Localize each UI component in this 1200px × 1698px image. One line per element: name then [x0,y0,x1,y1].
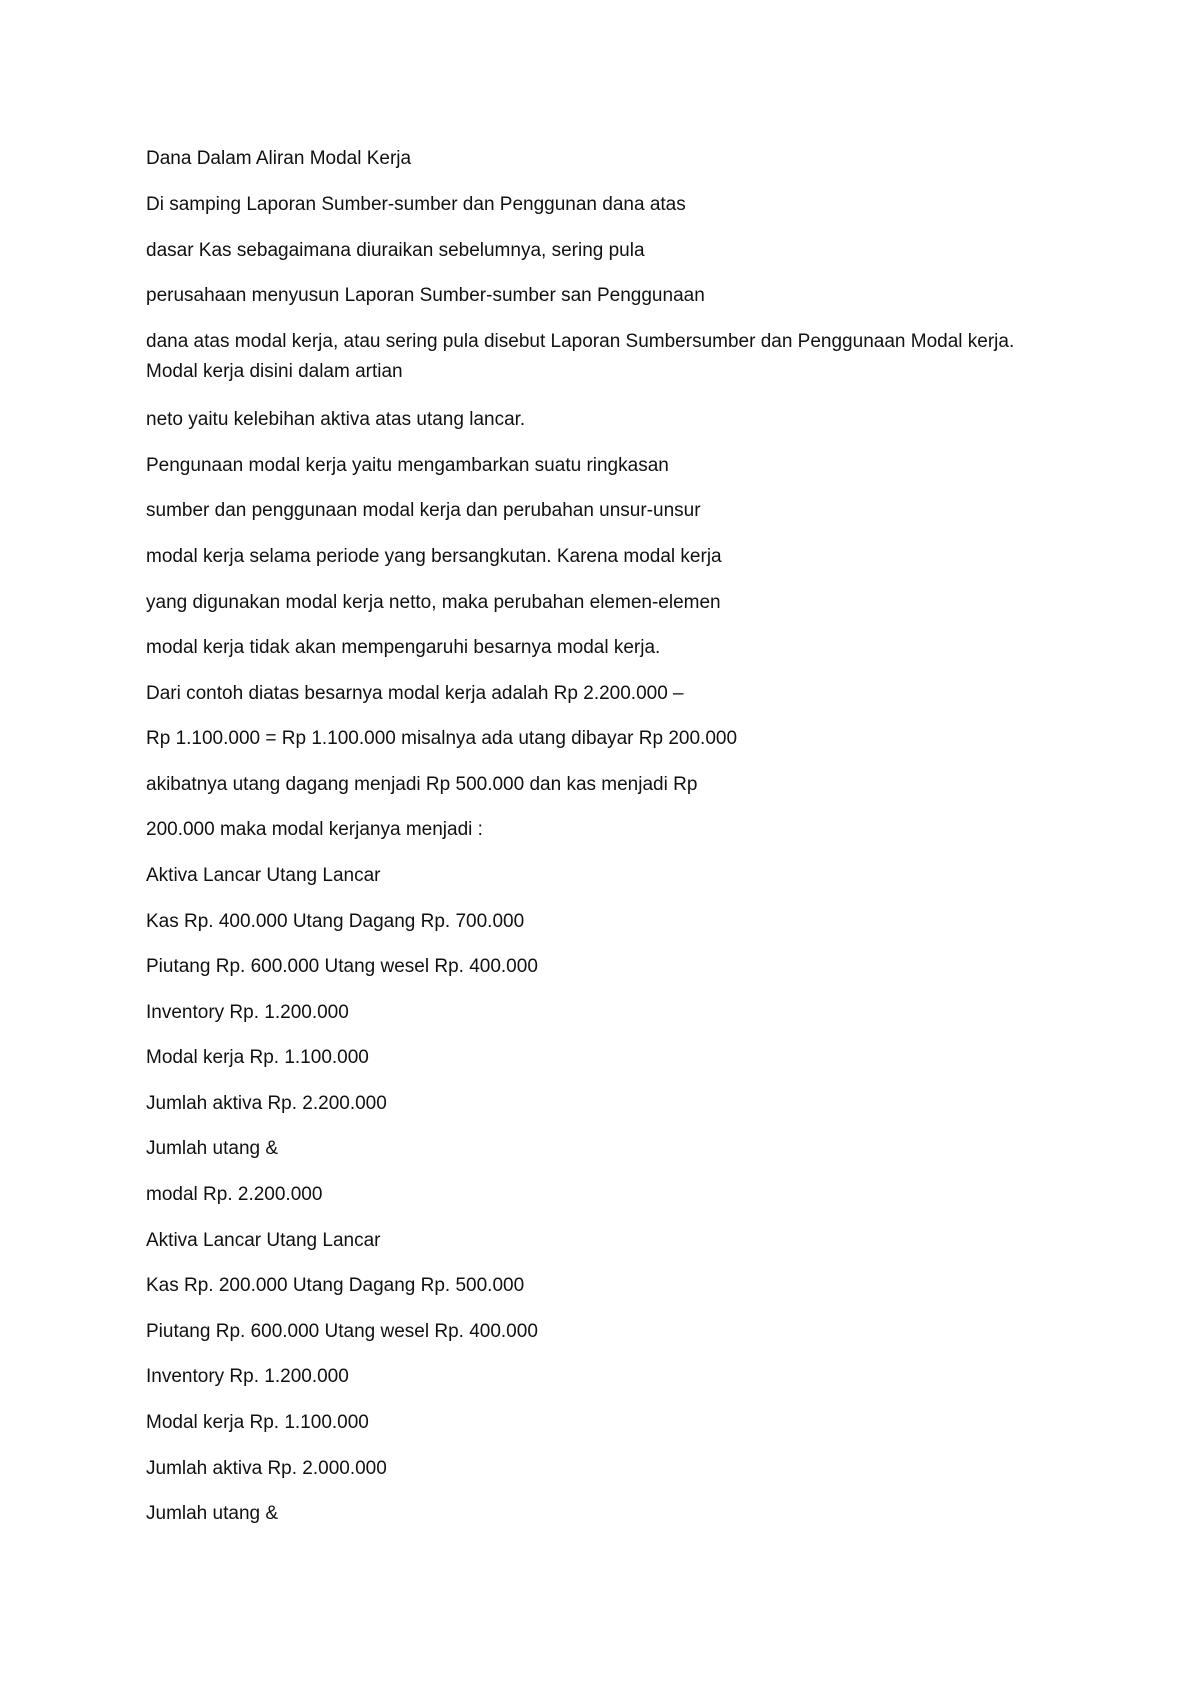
paragraph-line: Dari contoh diatas besarnya modal kerja adalah Rp 2.200.000 – [146,683,684,704]
table-line: Inventory Rp. 1.200.000 [146,1002,349,1023]
paragraph-line: yang digunakan modal kerja netto, maka perubahan elemen-elemen [146,592,721,613]
paragraph-line: dana atas modal kerja, atau sering pula disebut Laporan Sumbersumber dan Penggunaan Modal kerja. Modal kerja disini dalam artian [146,331,1015,382]
table-line: Modal kerja Rp. 1.100.000 [146,1047,369,1068]
table-line: Kas Rp. 200.000 Utang Dagang Rp. 500.000 [146,1275,525,1296]
paragraph-line: Pengunaan modal kerja yaitu mengambarkan suatu ringkasan [146,455,669,476]
paragraph-line: perusahaan menyusun Laporan Sumber-sumber san Penggunaan [146,285,705,306]
paragraph-line: sumber dan penggunaan modal kerja dan perubahan unsur-unsur [146,500,701,521]
document-title: Dana Dalam Aliran Modal Kerja [146,148,412,169]
paragraph-line: modal kerja tidak akan mempengaruhi besarnya modal kerja. [146,637,661,658]
paragraph-line: Rp 1.100.000 = Rp 1.100.000 misalnya ada utang dibayar Rp 200.000 [146,728,738,749]
table-line: Piutang Rp. 600.000 Utang wesel Rp. 400.000 [146,1321,538,1342]
paragraph-line: akibatnya utang dagang menjadi Rp 500.000 dan kas menjadi Rp [146,774,698,795]
paragraph-line: neto yaitu kelebihan aktiva atas utang lancar. [146,409,526,430]
table-line: Jumlah aktiva Rp. 2.000.000 [146,1458,387,1479]
paragraph-line: dasar Kas sebagaimana diuraikan sebelumnya, sering pula [146,240,645,261]
table-line: Inventory Rp. 1.200.000 [146,1366,349,1387]
table-heading-line: Aktiva Lancar Utang Lancar [146,865,381,886]
table-line: Jumlah utang & [146,1503,279,1524]
table-line: Modal kerja Rp. 1.100.000 [146,1412,369,1433]
table-line: Jumlah utang & [146,1138,279,1159]
table-heading-line: Aktiva Lancar Utang Lancar [146,1230,381,1251]
table-line: Jumlah aktiva Rp. 2.200.000 [146,1093,387,1114]
table-line: Kas Rp. 400.000 Utang Dagang Rp. 700.000 [146,911,525,932]
paragraph-line: 200.000 maka modal kerjanya menjadi : [146,819,483,840]
paragraph-line: modal kerja selama periode yang bersangkutan. Karena modal kerja [146,546,722,567]
table-line: Piutang Rp. 600.000 Utang wesel Rp. 400.000 [146,956,538,977]
paragraph-line: Di samping Laporan Sumber-sumber dan Penggunan dana atas [146,194,686,215]
table-line: modal Rp. 2.200.000 [146,1184,323,1205]
